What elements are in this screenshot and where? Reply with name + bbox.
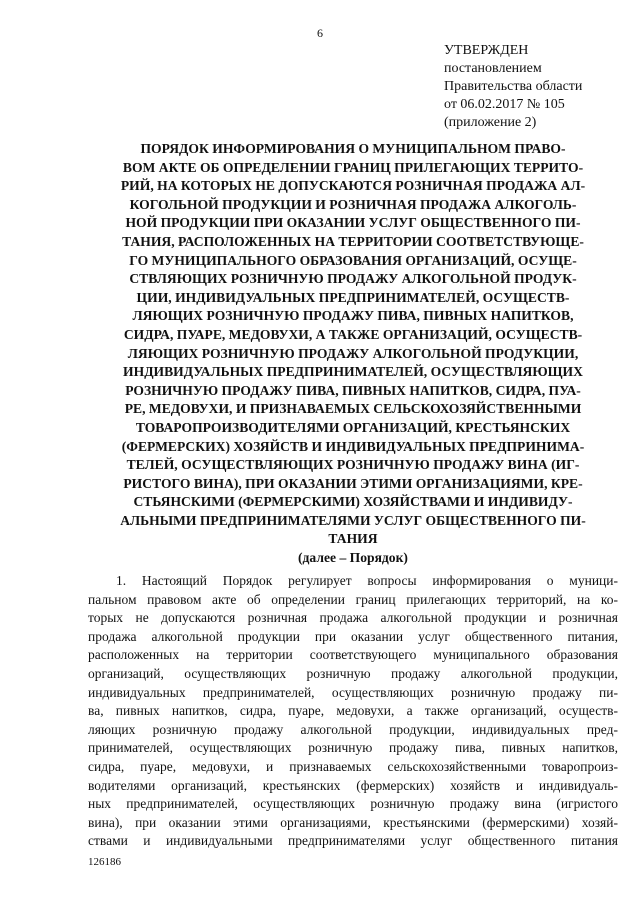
- title-line: СТЬЯНСКИМИ (ФЕРМЕРСКИМИ) ХОЗЯЙСТВАМИ И ИНДИВИДУ-: [133, 494, 573, 510]
- title-line: РЕ, МЕДОВУХИ, И ПРИЗНАВАЕМЫХ СЕЛЬСКОХОЗЯЙСТВЕННЫМИ: [124, 401, 582, 417]
- title-line: ЛЯЮЩИХ РОЗНИЧНУЮ ПРОДАЖУ АЛКОГОЛЬНОЙ ПРОДУКЦИИ,: [127, 345, 579, 361]
- approval-line: УТВЕРЖДЕН: [444, 43, 529, 58]
- approval-line: от 06.02.2017 № 105: [444, 97, 565, 112]
- page-number: 6: [317, 26, 323, 40]
- body-paragraph: [88, 572, 618, 851]
- document-code: 126186: [88, 856, 121, 868]
- body-line: принимателей, осуществляющих розничную продажу пива, пивных напитков,: [88, 740, 618, 756]
- title-line: ГО МУНИЦИПАЛЬНОГО ОБРАЗОВАНИЯ ОРГАНИЗАЦИЙ, ОСУЩЕ-: [129, 252, 577, 268]
- body-line: продажа алкогольной продукции при оказании услуг общественного питания,: [88, 628, 618, 644]
- title-line: ЦИИ, ИНДИВИДУАЛЬНЫХ ПРЕДПРИНИМАТЕЛЕЙ, ОСУЩЕСТВ-: [136, 289, 570, 305]
- body-line: организаций, осуществляющих розничную продажу алкогольной продукции,: [88, 665, 618, 681]
- body-line: торых не допускаются розничная продажа алкогольной продукции и розничная: [88, 610, 618, 626]
- body-line: ствами и индивидуальными предпринимателями услуг общественного питания: [88, 833, 618, 849]
- title-line: ТАНИЯ, РАСПОЛОЖЕННЫХ НА ТЕРРИТОРИИ СООТВЕТСТВУЮЩЕ-: [122, 233, 584, 249]
- title-line: ВОМ АКТЕ ОБ ОПРЕДЕЛЕНИИ ГРАНИЦ ПРИЛЕГАЮЩИХ ТЕРРИТО-: [122, 159, 584, 175]
- approval-line: постановлением: [444, 61, 542, 76]
- title-line: ТОВАРОПРОИЗВОДИТЕЛЯМИ ОРГАНИЗАЦИЙ, КРЕСТЬЯНСКИХ: [135, 419, 571, 435]
- title-line: ТАНИЯ: [328, 531, 378, 547]
- body-line: пальном правовом акте об определении границ прилегающих территорий, на ко-: [88, 591, 618, 607]
- title-line: АЛЬНЫМИ ПРЕДПРИНИМАТЕЛЯМИ УСЛУГ ОБЩЕСТВЕННОГО ПИ-: [120, 512, 586, 528]
- title-line: ТЕЛЕЙ, ОСУЩЕСТВЛЯЮЩИХ РОЗНИЧНУЮ ПРОДАЖУ ВИНА (ИГ-: [126, 457, 580, 473]
- title-line: РИЙ, НА КОТОРЫХ НЕ ДОПУСКАЮТСЯ РОЗНИЧНАЯ ПРОДАЖА АЛ-: [120, 178, 586, 194]
- body-line: индивидуальных предпринимателей, осуществляющих розничную продажу пи-: [88, 684, 618, 700]
- body-line: ва, пивных напитков, сидра, пуаре, медовухи, а также организаций, осуществ-: [88, 703, 618, 719]
- body-line: сидра, пуаре, медовухи, и признаваемых сельскохозяйственными товаропроиз-: [88, 758, 618, 774]
- body-line: ных предпринимателей, осуществляющих розничную продажу вина (игристого: [88, 796, 618, 812]
- approval-stamp: [444, 42, 582, 132]
- title-line: КОГОЛЬНОЙ ПРОДУКЦИИ И РОЗНИЧНАЯ ПРОДАЖА АЛКОГОЛЬ-: [129, 196, 577, 212]
- approval-line: (приложение 2): [444, 115, 537, 130]
- title-line: СИДРА, ПУАРЕ, МЕДОВУХИ, А ТАКЖЕ ОРГАНИЗАЦИЙ, ОСУЩЕСТВ-: [123, 326, 583, 342]
- approval-line: Правительства области: [444, 79, 583, 94]
- title-line: ПОРЯДОК ИНФОРМИРОВАНИЯ О МУНИЦИПАЛЬНОМ ПРАВО-: [140, 141, 566, 156]
- title-line: ЛЯЮЩИХ РОЗНИЧНУЮ ПРОДАЖУ ПИВА, ПИВНЫХ НАПИТКОВ,: [132, 308, 574, 324]
- title-line: НОЙ ПРОДУКЦИИ ПРИ ОКАЗАНИИ УСЛУГ ОБЩЕСТВЕННОГО ПИ-: [125, 215, 581, 231]
- title-line: РОЗНИЧНУЮ ПРОДАЖУ ПИВА, ПИВНЫХ НАПИТКОВ, СИДРА, ПУА-: [125, 382, 581, 398]
- body-line: 1. Настоящий Порядок регулирует вопросы информирования о муници-: [116, 573, 618, 588]
- body-line: ляющих розничную продажу алкогольной продукции, индивидуальных пред-: [88, 721, 618, 737]
- title-line: ИНДИВИДУАЛЬНЫХ ПРЕДПРИНИМАТЕЛЕЙ, ОСУЩЕСТВЛЯЮЩИХ: [123, 364, 583, 380]
- title-line: (ФЕРМЕРСКИХ) ХОЗЯЙСТВ И ИНДИВИДУАЛЬНЫХ ПРЕДПРИНИМА-: [121, 438, 585, 454]
- title-short-name: (далее – Порядок): [298, 550, 408, 566]
- body-line: расположенных на территории соответствующего муниципального образования: [88, 647, 618, 663]
- title-line: СТВЛЯЮЩИХ РОЗНИЧНУЮ ПРОДАЖУ АЛКОГОЛЬНОЙ ПРОДУК-: [129, 271, 577, 287]
- body-line: водителями организаций, крестьянских (фермерских) хозяйств и индивидуаль-: [88, 777, 618, 793]
- document-title: [88, 140, 618, 568]
- body-line: вина), при оказании этими организациями, крестьянскими (фермерскими) хозяй-: [88, 814, 618, 830]
- title-line: РИСТОГО ВИНА), ПРИ ОКАЗАНИИ ЭТИМИ ОРГАНИЗАЦИЯМИ, КРЕ-: [123, 475, 583, 491]
